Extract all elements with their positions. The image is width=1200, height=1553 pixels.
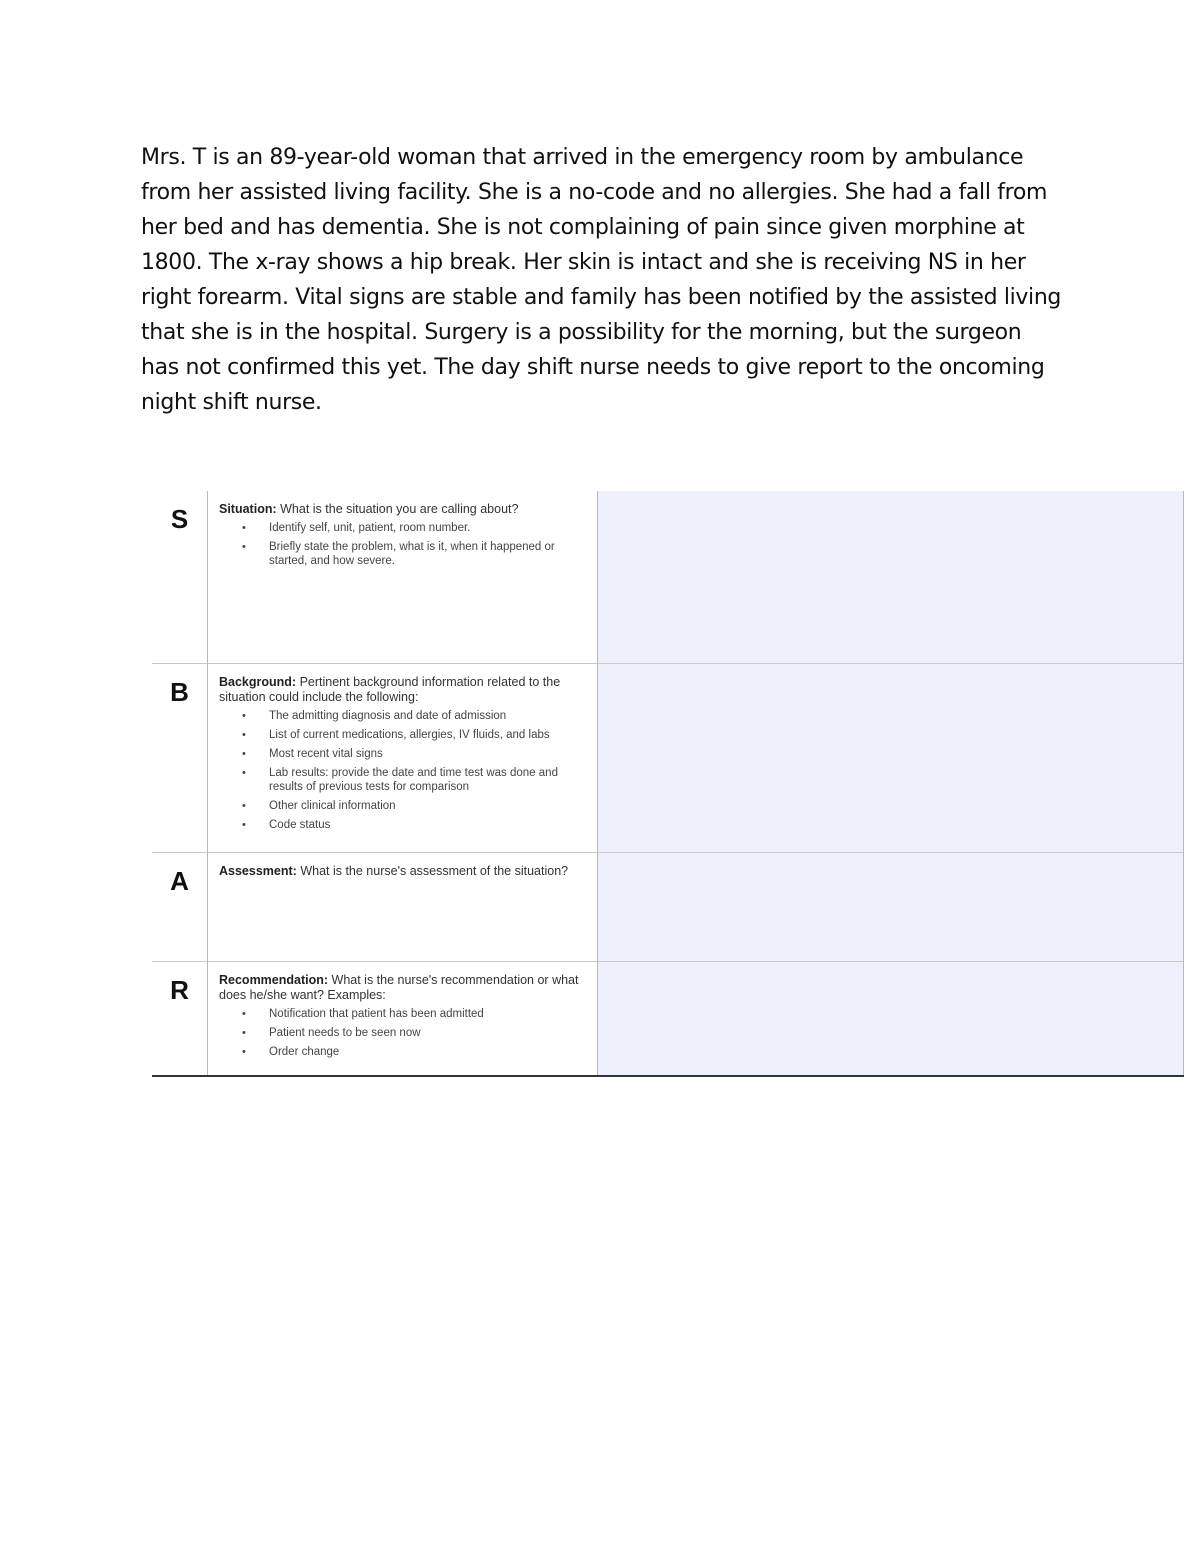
list-item-text: Briefly state the problem, what is it, when it happened or started, and how severe.	[269, 541, 555, 567]
narrative-line: has not confirmed this yet. The day shift nurse needs to give report to the oncoming	[141, 355, 1045, 380]
narrative-line: her bed and has dementia. She is not complaining of pain since given morphine at	[141, 215, 1025, 240]
sbar-prompt-description: What is the nurse's assessment of the situation?	[300, 864, 569, 878]
narrative-line: night shift nurse.	[141, 390, 322, 415]
narrative-line: right forearm. Vital signs are stable and family has been notified by the assisted living	[141, 285, 1062, 310]
list-item	[219, 1045, 589, 1059]
sbar-row-situation	[152, 491, 1184, 664]
list-item	[219, 1007, 589, 1021]
bullet-icon: •	[242, 729, 246, 741]
list-item	[219, 799, 589, 813]
bullet-icon: •	[242, 800, 246, 812]
narrative-line: that she is in the hospital. Surgery is a possibility for the morning, but the surgeon	[141, 320, 1022, 345]
sbar-letter: S	[170, 504, 189, 534]
sbar-letter: R	[170, 975, 189, 1005]
sbar-letter-cell	[152, 853, 208, 962]
list-item	[219, 728, 589, 742]
sbar-prompt-title: Assessment:	[219, 864, 297, 878]
bullet-icon: •	[242, 1046, 246, 1058]
list-item-text: Most recent vital signs	[269, 748, 383, 760]
sbar-answer-field-assessment[interactable]	[598, 853, 1184, 962]
bullet-icon: •	[242, 541, 246, 553]
list-item-text: Code status	[269, 819, 331, 831]
list-item-text: Order change	[269, 1046, 340, 1058]
sbar-table	[152, 491, 1184, 1077]
sbar-prompt-list	[219, 1007, 589, 1059]
narrative-line: from her assisted living facility. She is a no-code and no allergies. She had a fall from	[141, 180, 1048, 205]
list-item	[219, 709, 589, 723]
sbar-letter-cell	[152, 664, 208, 853]
sbar-row-recommendation	[152, 962, 1184, 1077]
list-item	[219, 766, 589, 794]
sbar-prompt-description: What is the nurse's recommendation or what does he/she want? Examples:	[219, 973, 579, 1002]
sbar-answer-field-recommendation[interactable]	[598, 962, 1184, 1077]
sbar-prompt-cell	[208, 664, 598, 853]
list-item-text: Lab results: provide the date and time test was done and results of previous tests for comparison	[269, 767, 558, 793]
bullet-icon: •	[242, 522, 246, 534]
bullet-icon: •	[242, 1027, 246, 1039]
sbar-answer-field-situation[interactable]	[598, 491, 1184, 664]
case-narrative	[141, 140, 1081, 420]
list-item	[219, 521, 589, 535]
sbar-letter: B	[170, 677, 189, 707]
bullet-icon: •	[242, 767, 246, 779]
sbar-prompt-description: Pertinent background information related to the situation could include the following:	[219, 675, 561, 704]
sbar-prompt-list	[219, 521, 589, 568]
list-item	[219, 540, 589, 568]
list-item	[219, 1026, 589, 1040]
bullet-icon: •	[242, 1008, 246, 1020]
sbar-prompt-heading	[219, 864, 589, 879]
sbar-row-assessment	[152, 853, 1184, 962]
sbar-prompt-title: Situation:	[219, 502, 277, 516]
bullet-icon: •	[242, 710, 246, 722]
sbar-prompt-title: Background:	[219, 675, 297, 689]
sbar-prompt-heading	[219, 973, 589, 1003]
list-item-text: List of current medications, allergies, IV fluids, and labs	[269, 729, 550, 741]
list-item-text: Patient needs to be seen now	[269, 1027, 421, 1039]
list-item-text: The admitting diagnosis and date of admission	[269, 710, 507, 722]
sbar-letter-cell	[152, 962, 208, 1077]
sbar-prompt-heading	[219, 502, 589, 517]
list-item-text: Identify self, unit, patient, room number.	[269, 522, 471, 534]
sbar-prompt-cell	[208, 853, 598, 962]
sbar-prompt-title: Recommendation:	[219, 973, 329, 987]
sbar-letter: A	[170, 866, 189, 896]
sbar-row-background	[152, 664, 1184, 853]
list-item	[219, 818, 589, 832]
sbar-answer-field-background[interactable]	[598, 664, 1184, 853]
sbar-prompt-cell	[208, 491, 598, 664]
sbar-prompt-heading	[219, 675, 589, 705]
list-item	[219, 747, 589, 761]
narrative-line: Mrs. T is an 89-year-old woman that arrived in the emergency room by ambulance	[141, 145, 1024, 170]
sbar-prompt-cell	[208, 962, 598, 1077]
list-item-text: Other clinical information	[269, 800, 396, 812]
narrative-line: 1800. The x-ray shows a hip break. Her skin is intact and she is receiving NS in her	[141, 250, 1026, 275]
sbar-prompt-description: What is the situation you are calling about?	[280, 502, 519, 516]
bullet-icon: •	[242, 819, 246, 831]
sbar-letter-cell	[152, 491, 208, 664]
bullet-icon: •	[242, 748, 246, 760]
list-item-text: Notification that patient has been admitted	[269, 1008, 484, 1020]
sbar-prompt-list	[219, 709, 589, 832]
